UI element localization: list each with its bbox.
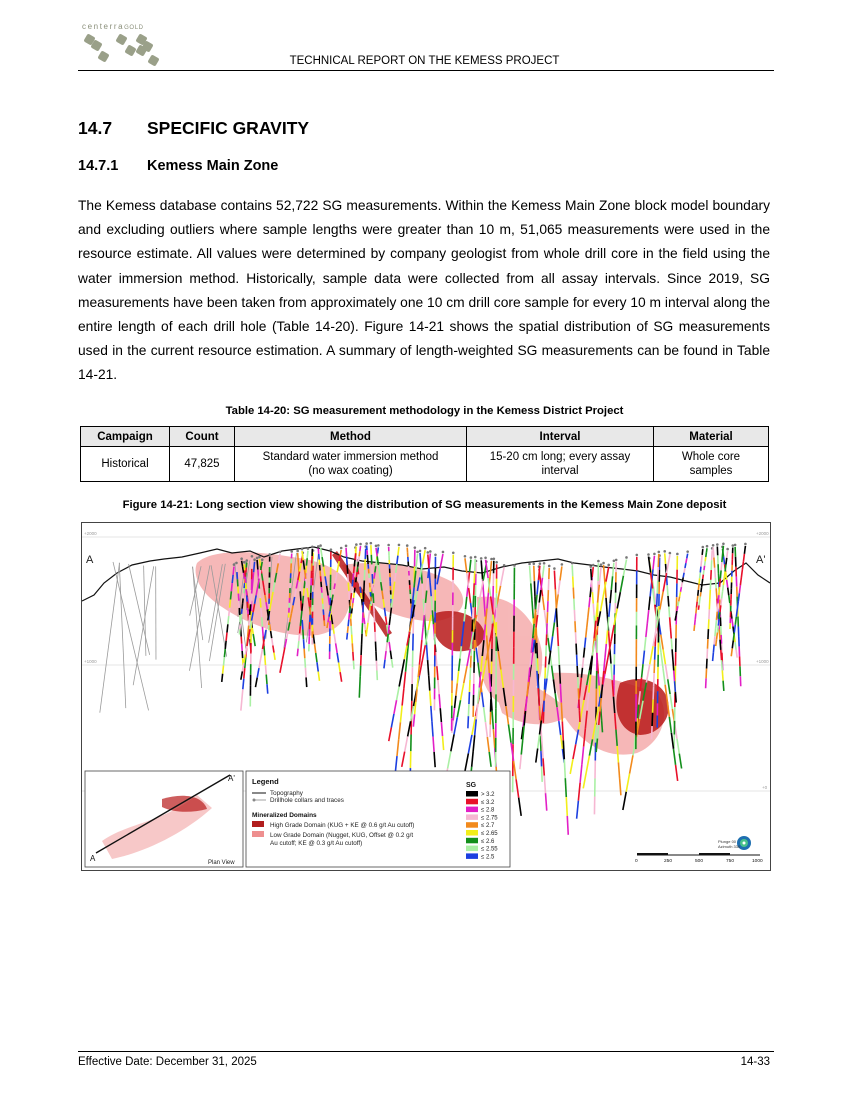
legend-high-grade: High Grade Domain (KUG + KE @ 0.6 g/t Au cutoff)	[270, 822, 415, 829]
elev-label-top: +2000	[84, 531, 97, 536]
scale-tick-250: 250	[664, 859, 673, 864]
sg-swatch	[466, 853, 478, 859]
header-interval: Interval	[467, 427, 654, 447]
scale-tick-500: 500	[695, 859, 704, 864]
legend-topography: Topography	[270, 790, 303, 797]
low-grade-swatch	[252, 831, 264, 837]
scale-bar	[635, 853, 763, 864]
sg-swatch	[466, 822, 478, 828]
azimuth-label: Azimuth 330	[718, 844, 741, 849]
section-end-label: A'	[756, 554, 766, 566]
inset-a-prime-label: A'	[228, 774, 235, 783]
company-logo-text: centerraGOLD	[82, 22, 144, 31]
effective-date: Effective Date: December 31, 2025	[78, 1056, 257, 1068]
header-count: Count	[170, 427, 235, 447]
sg-label: ≤ 2.7	[481, 823, 495, 830]
high-grade-swatch	[252, 821, 264, 827]
sg-label: ≤ 2.8	[481, 807, 495, 814]
sg-swatch	[466, 807, 478, 813]
legend-domains-title: Mineralized Domains	[252, 812, 317, 819]
report-title: TECHNICAL REPORT ON THE KEMESS PROJECT	[289, 55, 560, 67]
sg-label: ≤ 2.65	[481, 831, 498, 837]
cell-material: Whole core samples	[654, 447, 769, 482]
table-row	[81, 447, 769, 482]
elev-label-mid: +1000	[84, 659, 97, 664]
sg-swatch	[466, 814, 478, 820]
sg-label: ≤ 2.5	[481, 854, 495, 861]
sg-label: ≤ 2.55	[481, 846, 498, 853]
plunge-label: Plunge 00	[718, 839, 737, 844]
sg-label: ≤ 2.6	[481, 838, 495, 845]
plan-view-inset	[85, 771, 243, 867]
figure-legend	[246, 771, 510, 867]
elev-label-mid-right: +1000	[756, 659, 769, 664]
inset-a-label: A	[90, 854, 96, 863]
long-section-figure	[81, 522, 771, 871]
long-section-graphic	[82, 523, 770, 870]
cell-method: Standard water immersion method (no wax coating)	[235, 447, 467, 482]
elev-label-top-right: +2000	[756, 531, 769, 536]
sg-swatch	[466, 799, 478, 805]
scale-tick-0: 0	[635, 859, 638, 864]
figure-caption: Figure 14-21: Long section view showing the distribution of SG measurements in the Kemess Main Zone deposit	[122, 499, 727, 511]
header-divider	[78, 70, 774, 71]
scale-tick-750: 750	[726, 859, 735, 864]
elev-label-bottom: +0	[762, 785, 768, 790]
section-heading: 14.7 SPECIFIC GRAVITY	[78, 118, 310, 138]
header-material: Material	[654, 427, 769, 447]
footer-divider	[78, 1051, 774, 1052]
table-caption: Table 14-20: SG measurement methodology in the Kemess District Project	[225, 405, 624, 417]
legend-low-grade-2: Au cutoff; KE @ 0.3 g/t Au cutoff)	[270, 840, 363, 847]
sg-label: ≤ 2.75	[481, 815, 498, 822]
sg-label: > 3.2	[481, 792, 495, 798]
plan-view-label: Plan View	[208, 860, 235, 866]
legend-low-grade-1: Low Grade Domain (Nugget, KUG, Offset @ 0.2 g/t	[270, 832, 414, 839]
sg-legend-title: SG	[466, 782, 477, 789]
sg-swatch	[466, 838, 478, 844]
cell-count: 47,825	[170, 447, 235, 482]
cell-interval: 15-20 cm long; every assay interval	[467, 447, 654, 482]
page-number: 14-33	[740, 1056, 770, 1068]
header-method: Method	[235, 427, 467, 447]
table-header-row	[81, 427, 769, 447]
sg-swatch	[466, 846, 478, 852]
methodology-table	[80, 426, 769, 482]
subsection-heading: 14.7.1 Kemess Main Zone	[78, 158, 279, 174]
body-paragraph: The Kemess database contains 52,722 SG measurements. Within the Kemess Main Zone block model boundary and excluding outliers where sample lengths were greater than 10 m, 51,065 measurements were used in the resource estimate. All values were determined by company geologist from whole drill core in the field using the water immersion method. Historically, sample data were collected from all assay intervals. Since 2019, SG measurements have been taken from approximately one 10 cm drill core sample for every 10 m interval along the entire length of each drill hole (Table 14-20). Figure 14-21 shows the spatial distribution of SG measurements used in the current resource estimation. A summary of length-weighted SG measurements can be found in Table 14-21.	[78, 198, 770, 383]
header-campaign: Campaign	[81, 427, 170, 447]
cell-campaign: Historical	[81, 447, 170, 482]
sg-swatch	[466, 791, 478, 797]
scale-tick-1000: 1000	[752, 859, 763, 864]
section-start-label: A	[86, 554, 94, 566]
legend-title: Legend	[252, 777, 279, 786]
legend-drillholes: Drillhole collars and traces	[270, 797, 344, 804]
sg-swatch	[466, 830, 478, 836]
sg-label: ≤ 3.2	[481, 799, 495, 806]
sg-legend-items	[466, 791, 498, 860]
